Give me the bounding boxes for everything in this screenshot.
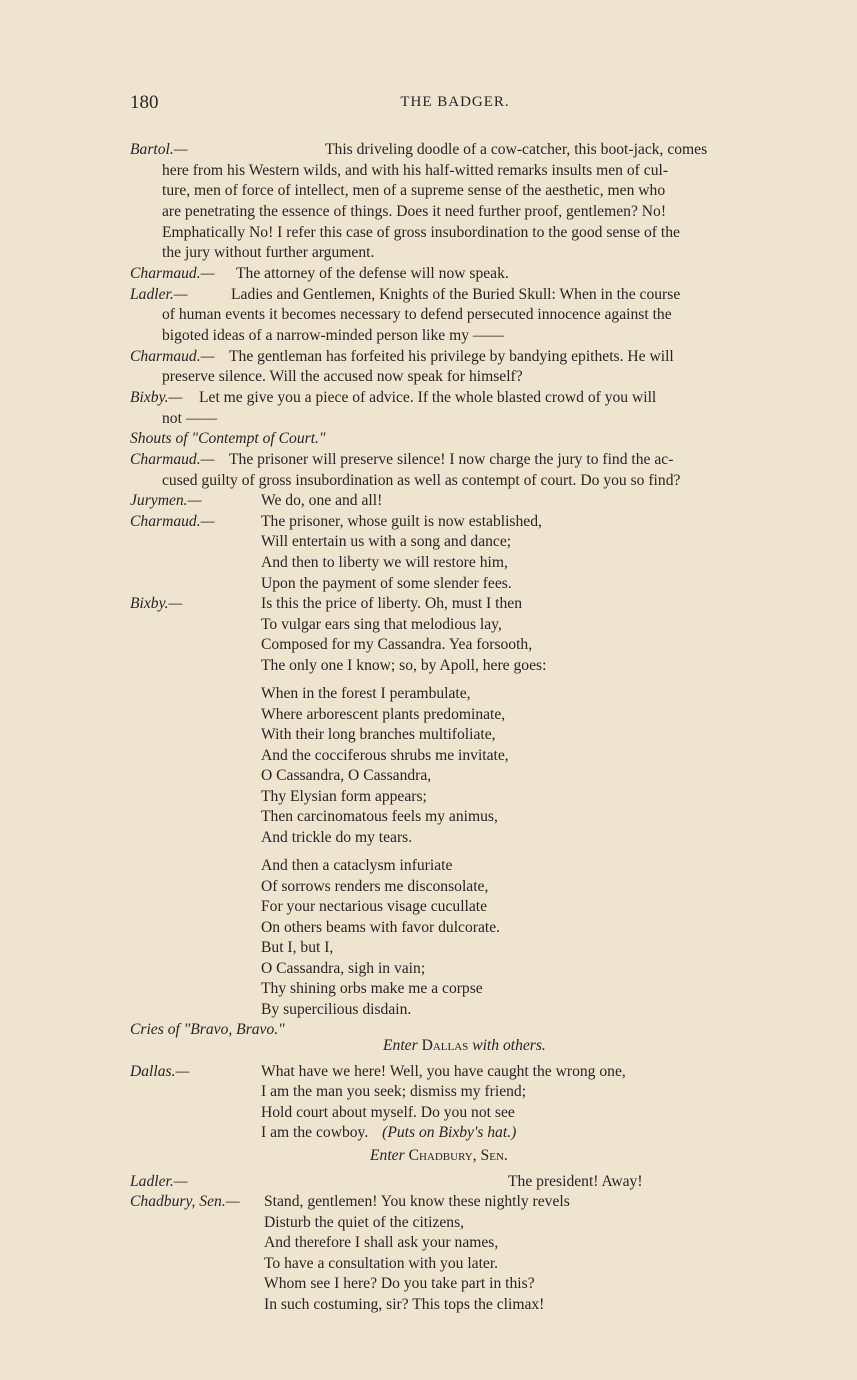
verse-line: In such costuming, sir? This tops the climax! (264, 1296, 545, 1313)
speaker-ladler: Ladler.— (130, 286, 188, 303)
song-line: Thy shining orbs make me a corpse (261, 980, 483, 997)
stage-direction-puts-on-hat: (Puts on Bixby's hat.) (382, 1124, 517, 1141)
verse-line: Is this the price of liberty. Oh, must I then (261, 595, 522, 612)
song-line: But I, but I, (261, 939, 334, 956)
verse-line: I am the man you seek; dismiss my friend; (261, 1083, 527, 1100)
running-title: THE BADGER. (400, 94, 510, 110)
speaker-bixby: Bixby.— (130, 389, 183, 406)
speech-line: here from his Western wilds, and with his half-witted remarks insults men of cul- (162, 162, 669, 179)
speech-line: preserve silence. Will the accused now speak for himself? (162, 368, 523, 385)
speech-line: The gentleman has forfeited his privilege by bandying epithets. He will (229, 348, 674, 365)
song-line: Then carcinomatous feels my animus, (261, 808, 498, 825)
speaker-jurymen: Jurymen.— (130, 492, 202, 509)
speaker-chadbury: Chadbury, Sen.— (130, 1193, 240, 1210)
verse-line: Stand, gentlemen! You know these nightly revels (264, 1193, 570, 1210)
song-line: When in the forest I perambulate, (261, 685, 471, 702)
speech-line: The president! Away! (508, 1173, 643, 1190)
song-line: With their long branches multifoliate, (261, 726, 496, 743)
page-number: 180 (130, 92, 159, 113)
speech-line: of human events it becomes necessary to defend persecuted innocence against the (162, 306, 672, 323)
speaker-bartol: Bartol.— (130, 141, 188, 158)
speech-line: This driveling doodle of a cow-catcher, this boot-jack, comes (325, 141, 708, 158)
song-line: Of sorrows renders me disconsolate, (261, 878, 489, 895)
verse-line: To have a consultation with you later. (264, 1255, 499, 1272)
song-line: On others beams with favor dulcorate. (261, 919, 501, 936)
speech-line: not —— (162, 410, 218, 427)
verse-line: Composed for my Cassandra. Yea forsooth, (261, 636, 533, 653)
speech-line: The prisoner will preserve silence! I now charge the jury to find the ac- (229, 451, 674, 468)
speech-line: bigoted ideas of a narrow-minded person like my —— (162, 327, 505, 344)
speech-line: Ladies and Gentlemen, Knights of the Buried Skull: When in the course (231, 286, 681, 303)
song-line: By supercilious disdain. (261, 1001, 412, 1018)
speaker-charmaud: Charmaud.— (130, 513, 215, 530)
song-line: And then a cataclysm infuriate (261, 857, 453, 874)
stage-direction-cries: Cries of "Bravo, Bravo." (130, 1021, 285, 1038)
song-line: And trickle do my tears. (261, 829, 413, 846)
speech-line: are penetrating the essence of things. Does it need further proof, gentlemen? No! (162, 203, 667, 220)
speaker-charmaud: Charmaud.— (130, 451, 215, 468)
song-line: O Cassandra, O Cassandra, (261, 767, 432, 784)
stage-direction-enter-dallas: Enter Dallas with others. (383, 1037, 546, 1054)
verse-line: The only one I know; so, by Apoll, here goes: (261, 657, 547, 674)
verse-line: Whom see I here? Do you take part in this? (264, 1275, 535, 1292)
verse-line: I am the cowboy. (Puts on Bixby's hat.) (261, 1124, 517, 1141)
stage-direction-enter-chadbury: Enter Chadbury, Sen. (370, 1147, 508, 1164)
speech-line: ture, men of force of intellect, men of a supreme sense of the aesthetic, men who (162, 182, 666, 199)
verse-line: Disturb the quiet of the citizens, (264, 1214, 465, 1231)
speaker-charmaud: Charmaud.— (130, 265, 215, 282)
verse-line: The prisoner, whose guilt is now established, (261, 513, 542, 530)
speaker-ladler: Ladler.— (130, 1173, 188, 1190)
verse-line: To vulgar ears sing that melodious lay, (261, 616, 502, 633)
song-line: And the cocciferous shrubs me invitate, (261, 747, 509, 764)
verse-line: Will entertain us with a song and dance; (261, 533, 512, 550)
speaker-bixby: Bixby.— (130, 595, 183, 612)
verse-line: Hold court about myself. Do you not see (261, 1104, 515, 1121)
speaker-dallas: Dallas.— (130, 1063, 190, 1080)
verse-line: Upon the payment of some slender fees. (261, 575, 512, 592)
speaker-charmaud: Charmaud.— (130, 348, 215, 365)
stage-direction-shouts: Shouts of "Contempt of Court." (130, 430, 326, 447)
song-line: Where arborescent plants predominate, (261, 706, 506, 723)
speech-line: Let me give you a piece of advice. If the whole blasted crowd of you will (199, 389, 657, 406)
song-line: Thy Elysian form appears; (261, 788, 427, 805)
verse-line: What have we here! Well, you have caught the wrong one, (261, 1063, 626, 1080)
verse-line: And therefore I shall ask your names, (264, 1234, 499, 1251)
speech-line: the jury without further argument. (162, 244, 375, 261)
speech-line: The attorney of the defense will now speak. (236, 265, 509, 282)
song-line: O Cassandra, sigh in vain; (261, 960, 426, 977)
verse-line: And then to liberty we will restore him, (261, 554, 508, 571)
page-header (130, 92, 780, 116)
speech-line: cused guilty of gross insubordination as well as contempt of court. Do you so find? (162, 472, 681, 489)
song-line: For your nectarious visage cucullate (261, 898, 488, 915)
speech-line: Emphatically No! I refer this case of gross insubordination to the good sense of the (162, 224, 680, 241)
speech-line: We do, one and all! (261, 492, 383, 509)
